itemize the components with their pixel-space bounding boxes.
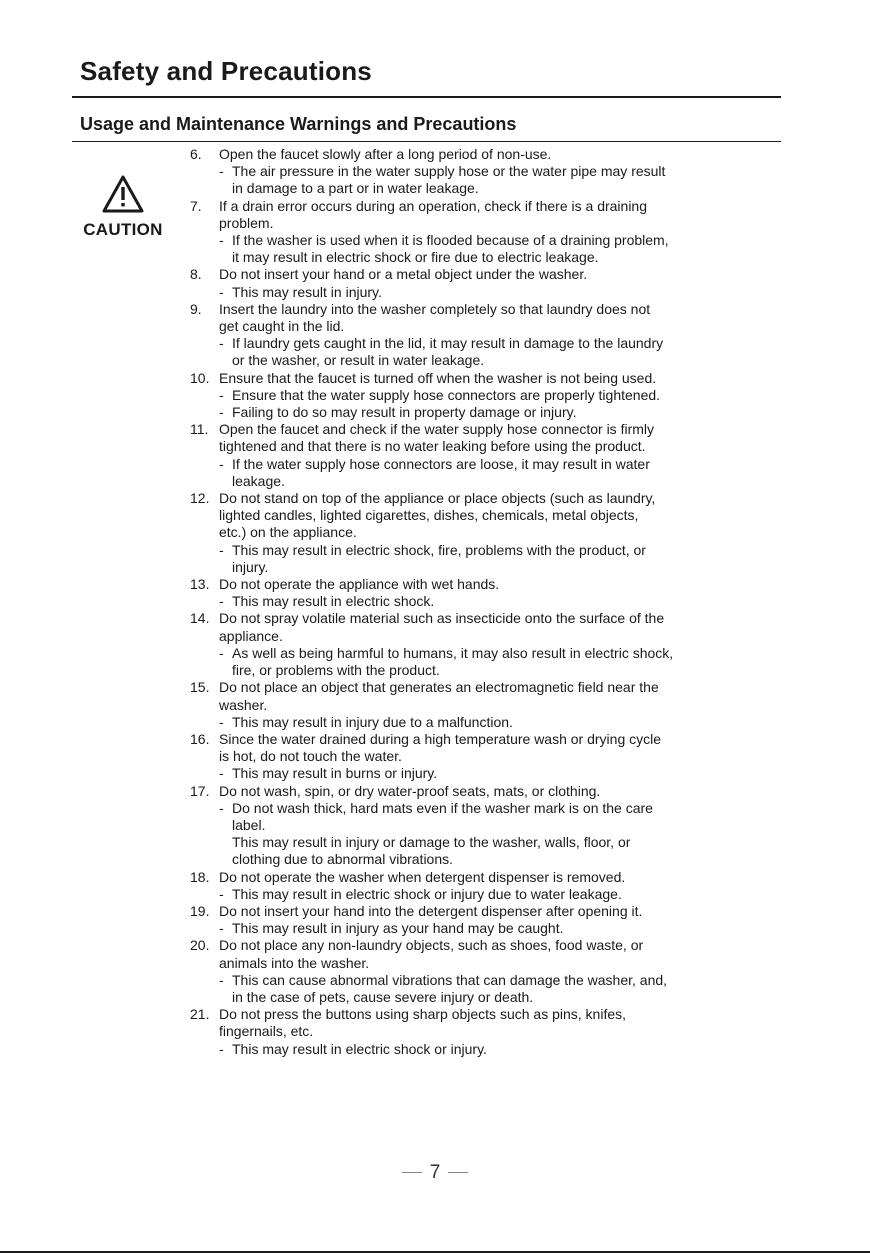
sub-note-line: or the washer, or result in water leakage. bbox=[232, 352, 485, 369]
item-text-line: etc.) on the appliance. bbox=[219, 524, 357, 541]
item-text-line: Do not spray volatile material such as insecticide onto the surface of the bbox=[219, 610, 665, 627]
subtitle-rule bbox=[72, 141, 781, 142]
warning-triangle-icon bbox=[101, 174, 145, 214]
sub-note-line: As well as being harmful to humans, it may also result in electric shock, bbox=[232, 644, 674, 661]
sub-note-line: This may result in injury. bbox=[232, 283, 382, 300]
sub-note-text bbox=[232, 335, 746, 369]
list-item bbox=[190, 490, 746, 576]
sub-note bbox=[219, 163, 746, 197]
item-number: 10. bbox=[190, 369, 210, 386]
item-text-line: Do not place any non-laundry objects, such as shoes, food waste, or bbox=[219, 937, 644, 954]
item-text-line: Do not insert your hand into the detergent dispenser after opening it. bbox=[219, 902, 643, 919]
sub-note-dash: - bbox=[219, 386, 224, 403]
item-body bbox=[219, 783, 746, 869]
sub-note-line: Failing to do so may result in property damage or injury. bbox=[232, 404, 577, 421]
item-text-line: is hot, do not touch the water. bbox=[219, 748, 402, 765]
item-number: 16. bbox=[190, 730, 210, 747]
sub-note-dash: - bbox=[219, 644, 224, 661]
item-text-line: lighted candles, lighted cigarettes, dishes, chemicals, metal objects, bbox=[219, 507, 639, 524]
item-number: 14. bbox=[190, 610, 210, 627]
item-text-line: Do not operate the washer when detergent dispenser is removed. bbox=[219, 868, 626, 885]
item-number: 9. bbox=[190, 300, 202, 317]
sub-note-dash: - bbox=[219, 885, 224, 902]
sub-note-dash: - bbox=[219, 765, 224, 782]
sub-note bbox=[219, 456, 746, 490]
sub-note-line: This may result in injury or damage to the washer, walls, floor, or bbox=[232, 834, 631, 851]
list-item bbox=[190, 198, 746, 267]
sub-note-text bbox=[232, 593, 746, 610]
item-text-line: appliance. bbox=[219, 627, 283, 644]
sub-note bbox=[219, 335, 746, 369]
sub-note-line: label. bbox=[232, 816, 266, 833]
item-text-line: Do not operate the appliance with wet hands. bbox=[219, 576, 500, 593]
item-number: 18. bbox=[190, 868, 210, 885]
sub-note-dash: - bbox=[219, 920, 224, 937]
list-item bbox=[190, 301, 746, 370]
page-number-value: 7 bbox=[429, 1162, 441, 1183]
list-item bbox=[190, 1006, 746, 1058]
sub-note-line: in damage to a part or in water leakage. bbox=[232, 180, 479, 197]
item-number: 8. bbox=[190, 266, 202, 283]
sub-note-line: clothing due to abnormal vibrations. bbox=[232, 851, 454, 868]
item-text-line: get caught in the lid. bbox=[219, 318, 345, 335]
sub-note-dash: - bbox=[219, 593, 224, 610]
item-text-line: Since the water drained during a high temperature wash or drying cycle bbox=[219, 730, 662, 747]
sub-note-line: This can cause abnormal vibrations that can damage the washer, and, bbox=[232, 971, 668, 988]
item-text-line: animals into the washer. bbox=[219, 954, 370, 971]
sub-note bbox=[219, 714, 746, 731]
sub-note-line: This may result in electric shock or injury. bbox=[232, 1040, 487, 1057]
sub-note-text bbox=[232, 232, 746, 266]
sub-note-dash: - bbox=[219, 455, 224, 472]
sub-note-line: Do not wash thick, hard mats even if the washer mark is on the care bbox=[232, 799, 653, 816]
caution-label: CAUTION bbox=[83, 220, 163, 239]
sub-note-dash: - bbox=[219, 404, 224, 421]
item-number: 6. bbox=[190, 146, 202, 162]
item-number: 21. bbox=[190, 1006, 210, 1023]
item-body bbox=[219, 266, 746, 300]
sub-note bbox=[219, 886, 746, 903]
sub-note-dash: - bbox=[219, 799, 224, 816]
sub-note-line: If the washer is used when it is flooded because of a draining problem, bbox=[232, 232, 669, 249]
sub-note-line: The air pressure in the water supply hose or the water pipe may result bbox=[232, 163, 666, 180]
item-text-line: Open the faucet slowly after a long period of non-use. bbox=[219, 146, 552, 162]
item-body bbox=[219, 903, 746, 937]
sub-note bbox=[219, 972, 746, 1006]
item-text-line: Do not place an object that generates an electromagnetic field near the bbox=[219, 679, 659, 696]
item-body bbox=[219, 610, 746, 679]
sub-note bbox=[219, 404, 746, 421]
list-item bbox=[190, 370, 746, 422]
list-item bbox=[190, 783, 746, 869]
sub-note-line: If the water supply hose connectors are loose, it may result in water bbox=[232, 455, 650, 472]
sub-note-dash: - bbox=[219, 232, 224, 249]
item-text-line: Ensure that the faucet is turned off when the washer is not being used. bbox=[219, 369, 657, 386]
section-subtitle: Usage and Maintenance Warnings and Precautions bbox=[80, 114, 517, 134]
sub-note-text bbox=[232, 834, 746, 868]
sub-note-dash: - bbox=[219, 335, 224, 352]
list-item bbox=[190, 731, 746, 783]
list-item bbox=[190, 421, 746, 490]
item-text-line: Do not wash, spin, or dry water-proof seats, mats, or clothing. bbox=[219, 782, 601, 799]
item-body bbox=[219, 146, 746, 198]
sub-note-text bbox=[232, 886, 746, 903]
item-text-line: Open the faucet and check if the water supply hose connector is firmly bbox=[219, 421, 655, 438]
bottom-rule bbox=[0, 1251, 870, 1253]
sub-note-text bbox=[232, 645, 746, 679]
item-text-line: Do not press the buttons using sharp objects such as pins, knifes, bbox=[219, 1006, 627, 1023]
item-text-line: tightened and that there is no water leaking before using the product. bbox=[219, 438, 646, 455]
list-item bbox=[190, 679, 746, 731]
item-text-line: washer. bbox=[219, 696, 268, 713]
list-item bbox=[190, 146, 746, 198]
sub-note bbox=[219, 765, 746, 782]
item-text-line: If a drain error occurs during an operation, check if there is a draining bbox=[219, 197, 648, 214]
sub-note bbox=[219, 387, 746, 404]
item-number: 12. bbox=[190, 490, 210, 507]
item-text-line: Do not stand on top of the appliance or place objects (such as laundry, bbox=[219, 490, 656, 507]
item-text-line: fingernails, etc. bbox=[219, 1023, 314, 1040]
item-body bbox=[219, 490, 746, 576]
sub-note bbox=[219, 1041, 746, 1058]
sub-note-dash: - bbox=[219, 1040, 224, 1057]
item-body bbox=[219, 198, 746, 267]
sub-note bbox=[219, 834, 746, 868]
sub-note bbox=[219, 542, 746, 576]
sub-note-text bbox=[232, 163, 746, 197]
caution-block bbox=[78, 174, 168, 240]
sub-note-line: This may result in burns or injury. bbox=[232, 765, 438, 782]
item-body bbox=[219, 370, 746, 422]
sub-note-line: in the case of pets, cause severe injury or death. bbox=[232, 988, 534, 1005]
item-body bbox=[219, 421, 746, 490]
sub-note-text bbox=[232, 800, 746, 834]
title-rule bbox=[72, 96, 781, 98]
list-item bbox=[190, 610, 746, 679]
sub-note-text bbox=[232, 284, 746, 301]
sub-note-line: Ensure that the water supply hose connectors are properly tightened. bbox=[232, 386, 661, 403]
item-text-line: Insert the laundry into the washer completely so that laundry does not bbox=[219, 300, 651, 317]
sub-note-line: This may result in injury due to a malfunction. bbox=[232, 713, 513, 730]
item-text-line: problem. bbox=[219, 214, 274, 231]
sub-note bbox=[219, 593, 746, 610]
item-body bbox=[219, 731, 746, 783]
sub-note-dash: - bbox=[219, 283, 224, 300]
list-item bbox=[190, 576, 746, 610]
item-body bbox=[219, 301, 746, 370]
sub-note-line: This may result in injury as your hand may be caught. bbox=[232, 920, 564, 937]
item-body bbox=[219, 937, 746, 1006]
item-body bbox=[219, 1006, 746, 1058]
page-number bbox=[0, 1162, 870, 1184]
sub-note-dash: - bbox=[219, 541, 224, 558]
sub-note-line: If laundry gets caught in the lid, it may result in damage to the laundry bbox=[232, 335, 664, 352]
list-item bbox=[190, 937, 746, 1006]
item-body bbox=[219, 869, 746, 903]
item-number: 13. bbox=[190, 576, 210, 593]
sub-note-line: This may result in electric shock, fire, problems with the product, or bbox=[232, 541, 646, 558]
item-text-line: Do not insert your hand or a metal object under the washer. bbox=[219, 266, 588, 283]
page-number-dash-left bbox=[402, 1172, 422, 1173]
sub-note-line: fire, or problems with the product. bbox=[232, 662, 440, 679]
sub-note-text bbox=[232, 1041, 746, 1058]
list-item bbox=[190, 869, 746, 903]
item-body bbox=[219, 679, 746, 731]
item-number: 11. bbox=[190, 421, 209, 438]
sub-note-dash: - bbox=[219, 713, 224, 730]
item-number: 17. bbox=[190, 782, 210, 799]
sub-note-text bbox=[232, 456, 746, 490]
precautions-list bbox=[190, 146, 746, 1058]
list-item bbox=[190, 266, 746, 300]
sub-note-line: This may result in electric shock or injury due to water leakage. bbox=[232, 885, 622, 902]
sub-note-line: This may result in electric shock. bbox=[232, 593, 435, 610]
sub-note-dash: - bbox=[219, 971, 224, 988]
sub-note-text bbox=[232, 387, 746, 404]
sub-note-text bbox=[232, 765, 746, 782]
sub-note-text bbox=[232, 714, 746, 731]
sub-note-text bbox=[232, 920, 746, 937]
page-number-dash-right bbox=[448, 1172, 468, 1173]
list-item bbox=[190, 903, 746, 937]
sub-note-line: it may result in electric shock or fire due to electric leakage. bbox=[232, 249, 599, 266]
item-number: 7. bbox=[190, 197, 202, 214]
sub-note bbox=[219, 232, 746, 266]
sub-note bbox=[219, 284, 746, 301]
sub-note-dash bbox=[219, 834, 232, 868]
item-body bbox=[219, 576, 746, 610]
sub-note bbox=[219, 800, 746, 834]
sub-note-text bbox=[232, 404, 746, 421]
sub-note-line: leakage. bbox=[232, 472, 285, 489]
sub-note bbox=[219, 920, 746, 937]
sub-note-line: injury. bbox=[232, 558, 269, 575]
sub-note-text bbox=[232, 972, 746, 1006]
sub-note-text bbox=[232, 542, 746, 576]
item-number: 15. bbox=[190, 679, 210, 696]
item-number: 20. bbox=[190, 937, 210, 954]
page-title: Safety and Precautions bbox=[80, 56, 372, 86]
sub-note bbox=[219, 645, 746, 679]
item-number: 19. bbox=[190, 902, 210, 919]
sub-note-dash: - bbox=[219, 163, 224, 180]
